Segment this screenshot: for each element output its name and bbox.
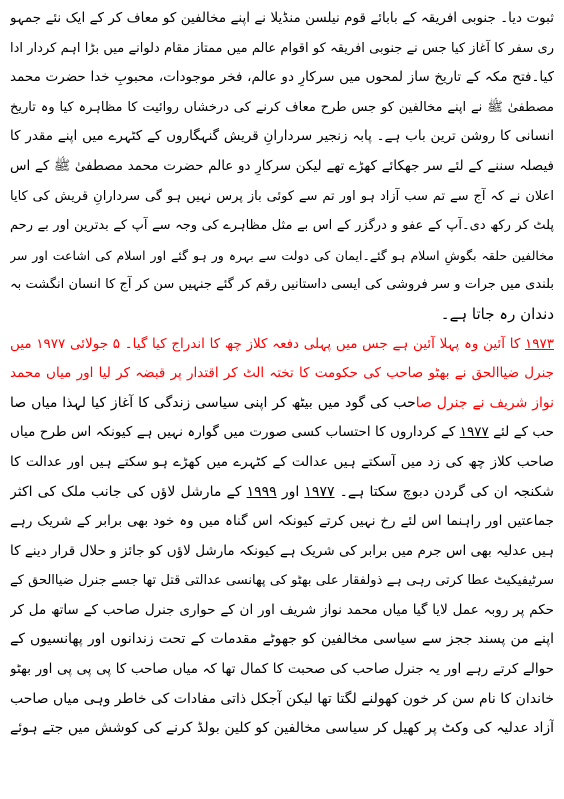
text-line bbox=[10, 448, 554, 478]
text-line bbox=[10, 478, 554, 508]
text-segment: کے مارشل لاؤں کی جانب ملک کی اکثر bbox=[10, 483, 247, 500]
text-segment: شکنجہ ان کی گردن دبوچ سکتا ہے۔ bbox=[334, 483, 554, 500]
text-line bbox=[10, 625, 554, 655]
text-segment: حکم پر روبہ عمل لایا گیا میاں محمد نواز شریف اور ان کے حواری جنرل صاحب کے ساتھ مل کر bbox=[10, 601, 554, 618]
text-line bbox=[10, 241, 554, 271]
text-line bbox=[10, 359, 554, 389]
text-segment: پلٹ کر رکھ دی۔آپ کے عفو و درگزر کے اس بے مثل مظاہرے کی وجہ سے آپ کے بدترین اور بے رحم bbox=[10, 218, 554, 234]
text-line bbox=[10, 63, 554, 93]
highlighted-text-segment: کا آئین وہ پہلا آئین ہے جس میں پہلی دفعہ کلاز چھ کا اندراج کیا گیا۔ ۵ جولائی ۱۹۷۷ میں bbox=[10, 335, 525, 352]
text-line bbox=[10, 122, 554, 152]
text-segment: جماعتیں اور راہنما اس لئے رخ نہیں کرتے کیونکہ اس گناہ میں وہ خود بھی برابر کے شریک رہے bbox=[10, 513, 554, 530]
text-segment: حب کے لئے bbox=[488, 424, 554, 441]
text-line bbox=[10, 566, 554, 596]
text-segment: اپنے من پسند ججز سے سیاسی مخالفین کو جھوٹے مقدمات کے تحت زندانوں اور پھانسیوں کے bbox=[10, 631, 554, 648]
text-line bbox=[10, 418, 554, 448]
text-line bbox=[10, 93, 554, 123]
text-segment: اعلان نے کہ آج سے تم سب آزاد ہو اور تم سے کوئی باز پرس نہیں ہو گی سردارانِ قریش کی کایا bbox=[10, 188, 554, 204]
text-segment: آزاد عدلیہ کی وکٹ پر کھیل کر سیاسی مخالفین کو کلین بولڈ کرنے کی کوشش میں جتے ہوئے bbox=[10, 720, 554, 737]
text-line bbox=[10, 330, 554, 360]
highlighted-text-segment: نواز شریف نے جنرل صا bbox=[415, 394, 554, 411]
text-line bbox=[10, 507, 554, 537]
highlighted-text-segment: جنرل ضیاالحق نے بھٹو صاحب کی حکومت کا تختہ الٹ کر اقتدار پر قبضہ کر لیا اور میاں محمد bbox=[10, 365, 554, 382]
text-segment: ۱۹۹۹ bbox=[246, 483, 277, 500]
text-line bbox=[10, 596, 554, 626]
text-segment: صاحب کلاز چھ کی زد میں آسکتے ہیں عدالت کے کٹہرے میں کھڑے ہو سکتے ہیں اور عدالت کا bbox=[10, 453, 554, 470]
text-segment: انسانی کا روشن ترین باب ہے۔ پابہ زنجیر سردارانِ قریش گنہگاروں کے کٹہرے میں اپنے مقدر کا bbox=[10, 128, 554, 145]
text-line bbox=[10, 34, 554, 64]
text-line bbox=[10, 182, 554, 212]
text-segment: کیا۔فتح مکہ کے تاریخ ساز لمحوں میں سرکارِ دو عالم، فخر موجودات، محبوبِ خدا حضرت محمد bbox=[10, 69, 554, 86]
text-segment: سرٹیفیکیٹ عطا کرتی رہی ہے ذولفقار علی بھٹو کی پھانسی عدالتی قتل تھا جسے جنرل ضیاالحق کے bbox=[10, 573, 554, 589]
text-segment: حوالے کرتے رہے اور یہ جنرل صاحب کی صحبت کا کمال تھا کہ میاں صاحب کا پی پی پی اور بھٹو bbox=[10, 661, 554, 678]
text-line bbox=[10, 389, 554, 419]
text-line bbox=[10, 4, 554, 34]
urdu-article-body bbox=[10, 4, 554, 744]
text-segment: فیصلہ سننے کے لئے سر جھکائے کھڑے تھے لیکن سرکارِ دو عالم حضرت محمد مصطفیٰ ﷺ کے اس bbox=[10, 157, 554, 174]
text-segment: بلندی میں جرات و سر فروشی کی ایسی داستانیں رقم کر گئے جنہیں سن کر آج کا انسان انگشت بہ bbox=[10, 277, 554, 293]
text-line bbox=[10, 714, 554, 744]
text-segment: ۱۹۷۷ bbox=[459, 424, 489, 441]
text-segment: کے کرداروں کا احتساب کسی صورت میں گوارہ نہیں ہے کیونکہ اس طرح میاں bbox=[10, 424, 460, 441]
text-segment: مخالفین حلقہ بگوشِ اسلام ہو گئے۔ایمان کی دولت سے بہرہ ور ہو گئے اور اسلام کی اشاعت اور سر bbox=[10, 247, 554, 263]
text-segment: ۱۹۷۷ bbox=[304, 483, 335, 500]
text-segment: ثبوت دیا۔ جنوبی افریقہ کے بابائے قوم نیلسن منڈیلا نے اپنے مخالفین کو معاف کر کے ایک نئے جمہو bbox=[10, 10, 554, 26]
text-segment: مصطفیٰ ﷺ نے اپنے مخالفین کو جس طرح معاف کرنے کی درخشاں روائیت کا مظاہرہ کیا وہ تاریخ bbox=[10, 99, 554, 115]
text-line bbox=[10, 270, 554, 300]
text-segment: اور bbox=[276, 483, 305, 500]
text-line bbox=[10, 152, 554, 182]
text-segment: خاندان کا نام سن کر خون کھولنے لگتا تھا لیکن آجکل ذاتی مفادات کی خاطر وہی میاں صاحب bbox=[10, 690, 554, 707]
text-segment: ہیں عدلیہ بھی اس جرم میں برابر کی شریک ہے کیونکہ مارشل لاؤں کو جائز و حلال قرار دینے کا bbox=[10, 542, 554, 559]
text-segment: دندان رہ جاتا ہے۔ bbox=[440, 304, 554, 323]
text-segment: ری سفر کا آغاز کیا جس نے جنوبی افریقہ کو اقوام عالم میں ممتاز مقام دلوانے میں بڑا اہم کردار ادا bbox=[10, 40, 554, 56]
text-line bbox=[10, 685, 554, 715]
text-line bbox=[10, 537, 554, 567]
text-line bbox=[10, 655, 554, 685]
text-line bbox=[10, 300, 554, 330]
highlighted-text-segment: ۱۹۷۳ bbox=[524, 335, 554, 352]
text-segment: حب کی گود میں بیٹھ کر اپنی سیاسی زندگی کا آغاز کیا لہذا میاں صا bbox=[10, 394, 416, 411]
text-line bbox=[10, 211, 554, 241]
